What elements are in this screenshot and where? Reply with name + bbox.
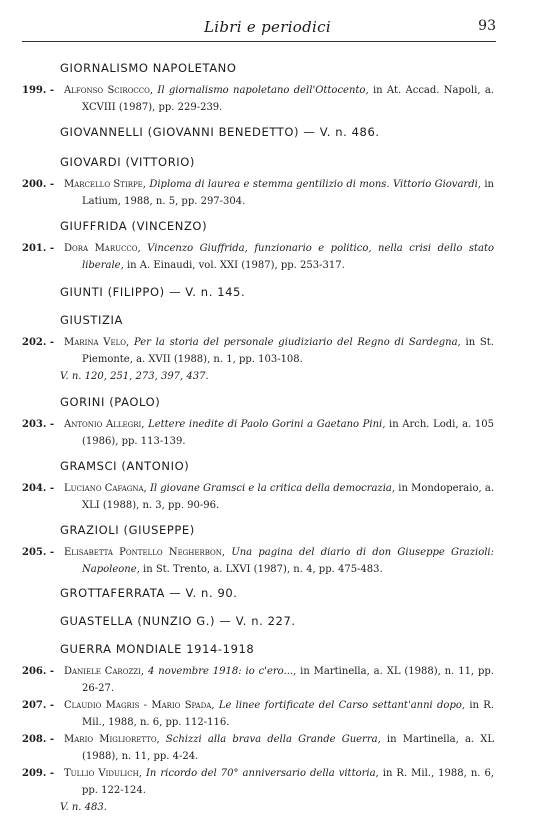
entry-number: 209. - — [22, 768, 54, 779]
entry-text: Luciano Cafagna, Il giovane Gramsci e la critica della democrazia, in Mondoperaio, a. XLI (1988), n. 3, pp. 90-96. — [64, 483, 494, 511]
entry-number: 206. - — [22, 666, 54, 677]
section-heading: GIUNTI (FILIPPO) — V. n. 145. — [60, 285, 246, 299]
entry-number: 203. - — [22, 419, 54, 430]
section-heading: GIUSTIZIA — [60, 313, 123, 327]
section-heading: GUASTELLA (NUNZIO G.) — V. n. 227. — [60, 614, 296, 628]
section-heading: GIUFFRIDA (VINCENZO) — [60, 219, 208, 233]
section-heading: GUERRA MONDIALE 1914-1918 — [60, 642, 255, 656]
entry-text: Marcello Stirpe, Diploma di laurea e stemma gentilizio di mons. Vittorio Giovardi, in Latium, 1988, n. 5, pp. 297-304. — [64, 179, 494, 207]
section-heading: GIOVARDI (VITTORIO) — [60, 155, 196, 169]
section-heading: GIORNALISMO NAPOLETANO — [60, 61, 237, 75]
entry-number: 199. - — [22, 85, 54, 96]
entry-number: 200. - — [22, 179, 54, 190]
entry-text: Mario Miglioretto, Schizzi alla brava della Grande Guerra, in Martinella, a. XL (1988), n. 11, pp. 4-24. — [64, 734, 495, 762]
entry-number: 207. - — [22, 700, 54, 711]
entry-text: Claudio Magris - Mario Spada, Le linee fortificate del Carso settant'anni dopo, in R. Mil., 1988, n. 6, pp. 112-116. — [64, 700, 494, 728]
entry-text: Elisabetta Pontello Negherbon, Una pagina del diario di don Giuseppe Grazioli: Napoleone, in St. Trento, a. LXVI (1987), n. 4, pp. 475-483. — [64, 547, 494, 575]
section-heading: GRAZIOLI (GIUSEPPE) — [60, 523, 195, 537]
cross-reference: V. n. 120, 251, 273, 397, 437. — [60, 371, 209, 382]
section-heading: GIOVANNELLI (GIOVANNI BENEDETTO) — V. n. 486. — [60, 125, 380, 139]
section-heading: GRAMSCI (ANTONIO) — [60, 459, 190, 473]
section-heading: GORINI (PAOLO) — [60, 395, 161, 409]
entry-number: 201. - — [22, 243, 54, 254]
entry-number: 205. - — [22, 547, 54, 558]
entry-text: Daniele Carozzi, 4 novembre 1918: io c'ero..., in Martinella, a. XL (1988), n. 11, pp. 26-27. — [64, 666, 494, 694]
entry-number: 208. - — [22, 734, 54, 745]
cross-reference: V. n. 483. — [60, 802, 107, 813]
entry-text: Antonio Allegri, Lettere inedite di Paolo Gorini a Gaetano Pini, in Arch. Lodi, a. 105 (1986), pp. 113-139. — [64, 419, 494, 447]
entry-number: 204. - — [22, 483, 54, 494]
entry-text: Alfonso Scirocco, Il giornalismo napoletano dell'Ottocento, in At. Accad. Napoli, a. XCVIII (1987), pp. 229-239. — [64, 85, 494, 113]
entry-text: Dora Marucco, Vincenzo Giuffrida, funzionario e politico, nella crisi dello stato liberale, in A. Einaudi, vol. XXI (1987), pp. 253-317. — [64, 243, 494, 271]
entry-number: 202. - — [22, 337, 54, 348]
running-title: Libri e periodici — [204, 18, 331, 36]
entry-text: Tullio Vidulich, In ricordo del 70° anniversario della vittoria, in R. Mil., 1988, n. 6, pp. 122-124. — [64, 768, 494, 796]
section-heading: GROTTAFERRATA — V. n. 90. — [60, 586, 238, 600]
page-number: 93 — [478, 18, 496, 34]
entry-text: Marina Velo, Per la storia del personale giudiziario del Regno di Sardegna, in St. Piemonte, a. XVII (1988), n. 1, pp. 103-108. — [64, 337, 494, 365]
